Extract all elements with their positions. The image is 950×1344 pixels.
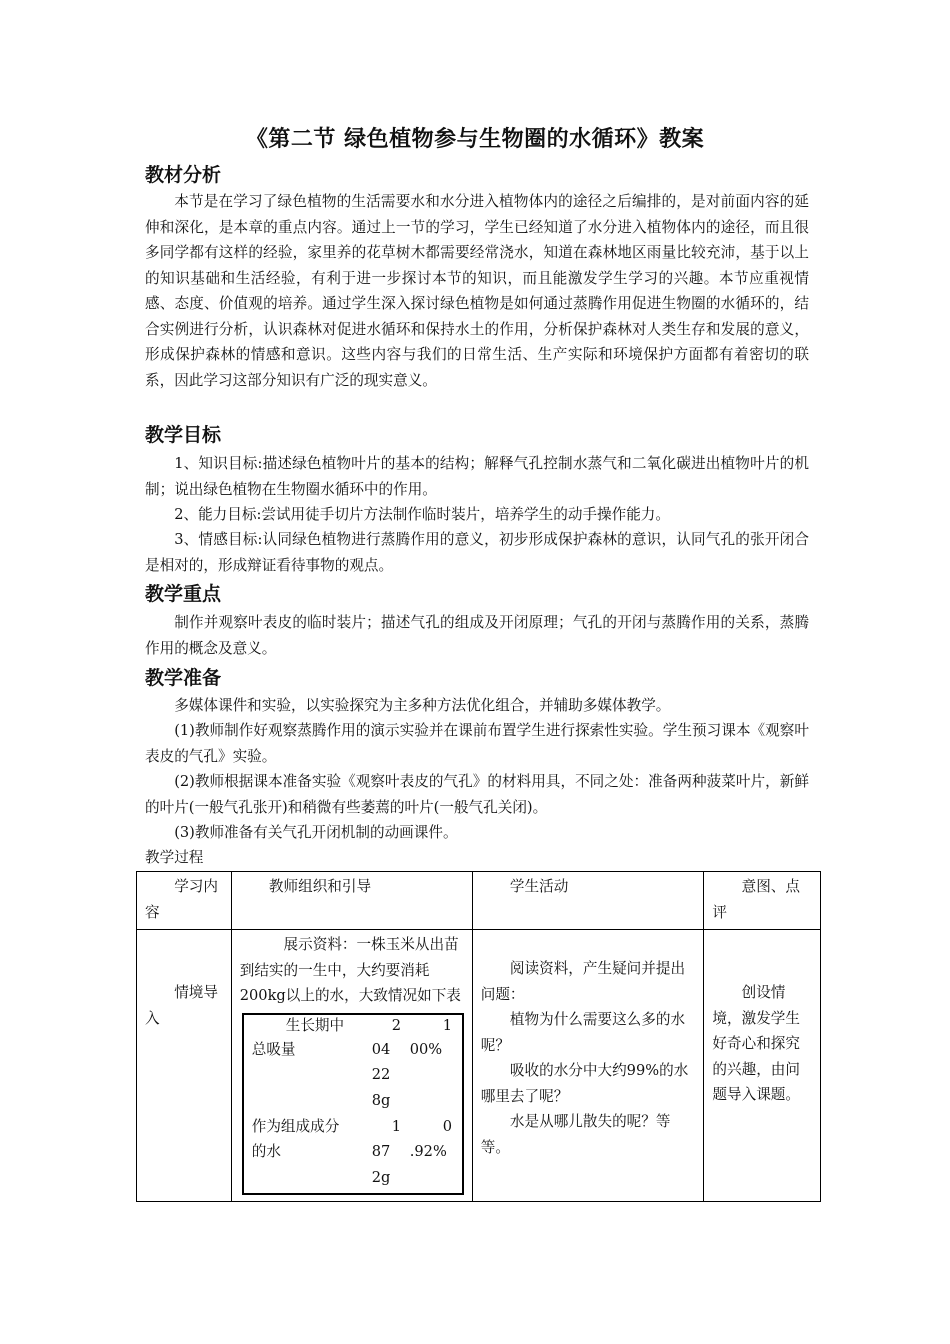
row-topic: 情境导入 xyxy=(137,930,232,1202)
process-label: 教学过程 xyxy=(145,849,204,866)
analysis-paragraph: 本节是在学习了绿色植物的生活需要水和水分进入植物体内的途径之后编排的，是对前面内容的延伸和深化，是本章的重点内容。通过上一节的学习，学生已经知道了水分进入植物体内的途径，而且很多同学都有这样的经验，家里养的花草树木都需要经常浇水，知道在森林地区雨量比较充沛，基于以上的知识基础和生活经验，有利于进一步探讨本节的知识，而且能激发学生学习的兴趣。本节应重视情感、态度、价值观的培养。通过学生深入探讨绿色植物是如何通过蒸腾作用促进生物圈的水循环的，结合实例进行分析，认识森林对促进水循环和保持水土的作用，分析保护森林对人类生存和发展的意义，形成保护森林的情感和意识。这些内容与我们的日常生活、生产实际和环境保护方面都有着密切的联系，因此学习这部分知识有广泛的现实意义。 xyxy=(145,193,809,389)
corn-water-table xyxy=(242,1013,464,1195)
header-teacher: 教师组织和引导 xyxy=(231,872,472,930)
row-student-cell xyxy=(472,930,704,1202)
header-student: 学生活动 xyxy=(472,872,704,930)
inner-cell: 0 xyxy=(442,1117,453,1135)
inner-cell: 2g xyxy=(371,1168,391,1186)
header-topic: 学习内容 xyxy=(137,872,232,930)
inner-cell: 2 xyxy=(391,1016,402,1034)
inner-cell: 00% xyxy=(409,1040,443,1058)
page-title: 《第二节 绿色植物参与生物圈的水循环》教案 xyxy=(245,127,705,152)
inner-cell: 87 xyxy=(371,1142,391,1160)
table-row xyxy=(137,930,821,1202)
key-points-paragraph: 制作并观察叶表皮的临时装片；描述气孔的组成及开闭原理；气孔的开闭与蒸腾作用的关系，蒸腾作用的概念及意义。 xyxy=(145,614,809,657)
row-intent: 创设情境，激发学生好奇心和探究的兴趣，由问题导入课题。 xyxy=(704,930,821,1202)
inner-cell: 1 xyxy=(391,1117,402,1135)
header-intent: 意图、点评 xyxy=(704,872,821,930)
goal-item-2: 2、能力目标:尝试用徒手切片方法制作临时装片，培养学生的动手操作能力。 xyxy=(174,506,670,523)
goal-item-1: 1、知识目标:描述绿色植物叶片的基本的结构；解释气孔控制水蒸气和二氧化碳进出植物叶片的机制；说出绿色植物在生物圈水循环中的作用。 xyxy=(145,455,809,498)
table-header-row xyxy=(137,872,821,930)
inner-cell: 04 xyxy=(371,1040,391,1058)
row-teacher-cell xyxy=(231,930,472,1202)
inner-cell: 总吸量 xyxy=(251,1040,296,1058)
student-line: 吸收的水分中大约99%的水哪里去了呢？ xyxy=(480,1062,689,1105)
inner-cell: .92% xyxy=(409,1142,447,1160)
process-table xyxy=(136,871,821,1202)
goal-item-3: 3、情感目标:认同绿色植物进行蒸腾作用的意义，初步形成保护森林的意识，认同气孔的张开闭合是相对的，形成辩证看待事物的观点。 xyxy=(145,531,809,574)
section-heading-goals: 教学目标 xyxy=(145,424,222,446)
inner-cell: 22 xyxy=(371,1065,391,1083)
inner-cell: 的水 xyxy=(251,1142,281,1160)
student-line: 水是从哪儿散失的呢？等等。 xyxy=(480,1113,671,1156)
preparation-item-2: (2)教师根据课本准备实验《观察叶表皮的气孔》的材料用具，不同之处：准备两种菠菜叶片，新鲜的叶片(一般气孔张开)和稍微有些萎蔫的叶片(一般气孔关闭)。 xyxy=(145,773,809,816)
section-heading-analysis: 教材分析 xyxy=(145,164,222,186)
preparation-item-0: 多媒体课件和实验，以实验探究为主多种方法优化组合，并辅助多媒体教学。 xyxy=(174,697,671,714)
preparation-item-1: (1)教师制作好观察蒸腾作用的演示实验并在课前布置学生进行探索性实验。学生预习课本《观察叶表皮的气孔》实验。 xyxy=(145,722,809,765)
inner-cell: 生长期中 xyxy=(285,1016,345,1034)
section-heading-preparation: 教学准备 xyxy=(145,667,222,689)
row-teacher-text: 展示资料：一株玉米从出苗到结实的一生中，大约要消耗200kg以上的水，大致情况如下表 xyxy=(239,936,461,1004)
student-line: 阅读资料，产生疑问并提出问题： xyxy=(480,960,686,1003)
preparation-item-3: (3)教师准备有关气孔开闭机制的动画课件。 xyxy=(174,824,458,841)
inner-cell: 8g xyxy=(371,1091,391,1109)
student-line: 植物为什么需要这么多的水呢？ xyxy=(480,1011,686,1054)
inner-cell: 1 xyxy=(442,1016,453,1034)
inner-cell: 作为组成成分 xyxy=(251,1117,340,1135)
section-heading-key-points: 教学重点 xyxy=(145,583,222,605)
